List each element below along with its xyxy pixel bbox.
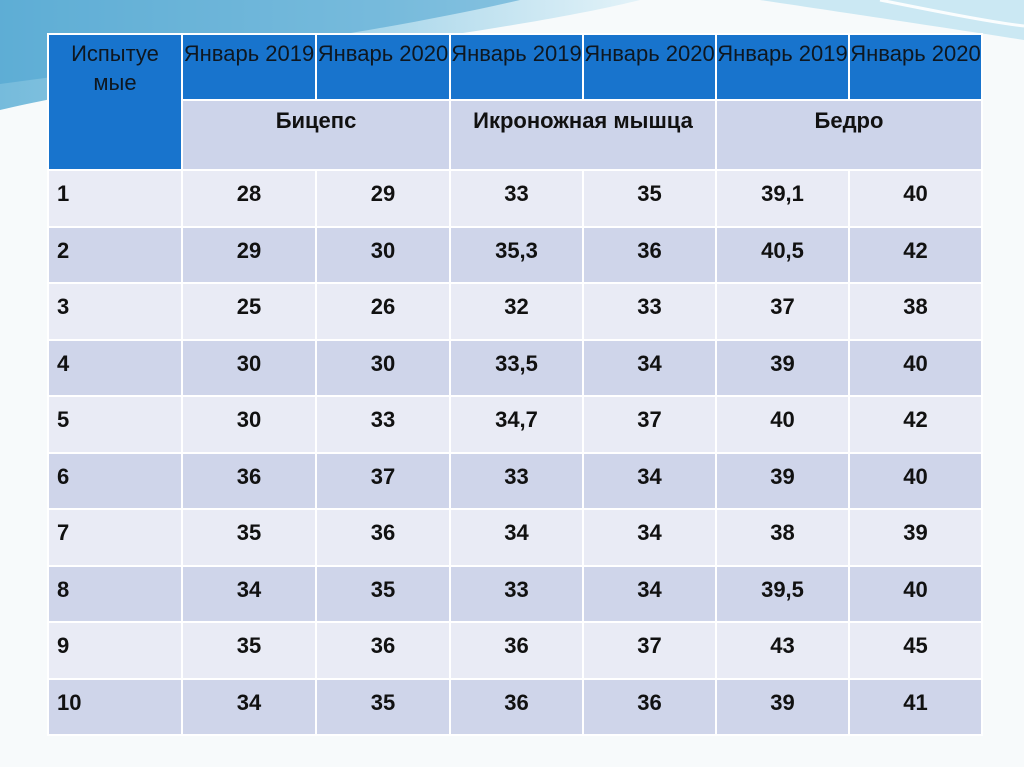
subject-id-cell: 4 bbox=[48, 340, 182, 397]
table-row bbox=[48, 283, 982, 340]
value-cell: 34 bbox=[450, 509, 583, 566]
table-row bbox=[48, 227, 982, 284]
month-header: Январь 2019 bbox=[450, 34, 583, 100]
value-cell: 29 bbox=[182, 227, 316, 284]
value-cell: 45 bbox=[849, 622, 982, 679]
value-cell: 34 bbox=[583, 340, 716, 397]
value-cell: 37 bbox=[583, 396, 716, 453]
value-cell: 40 bbox=[849, 340, 982, 397]
subject-id-cell: 2 bbox=[48, 227, 182, 284]
table-body bbox=[48, 170, 982, 735]
value-cell: 36 bbox=[450, 679, 583, 736]
subject-header: Испытуе мые bbox=[48, 34, 182, 170]
group-header-biceps: Бицепс bbox=[182, 100, 450, 170]
value-cell: 39 bbox=[716, 453, 849, 510]
value-cell: 28 bbox=[182, 170, 316, 227]
value-cell: 30 bbox=[182, 396, 316, 453]
value-cell: 30 bbox=[316, 227, 450, 284]
value-cell: 34 bbox=[583, 453, 716, 510]
value-cell: 36 bbox=[316, 622, 450, 679]
subject-id-cell: 6 bbox=[48, 453, 182, 510]
value-cell: 37 bbox=[583, 622, 716, 679]
value-cell: 30 bbox=[182, 340, 316, 397]
value-cell: 39,5 bbox=[716, 566, 849, 623]
value-cell: 25 bbox=[182, 283, 316, 340]
subject-id-cell: 5 bbox=[48, 396, 182, 453]
value-cell: 34 bbox=[182, 679, 316, 736]
value-cell: 42 bbox=[849, 396, 982, 453]
value-cell: 33 bbox=[583, 283, 716, 340]
value-cell: 39 bbox=[716, 340, 849, 397]
value-cell: 30 bbox=[316, 340, 450, 397]
table-row bbox=[48, 566, 982, 623]
value-cell: 33 bbox=[450, 566, 583, 623]
value-cell: 32 bbox=[450, 283, 583, 340]
value-cell: 41 bbox=[849, 679, 982, 736]
value-cell: 33 bbox=[316, 396, 450, 453]
value-cell: 39,1 bbox=[716, 170, 849, 227]
value-cell: 35 bbox=[182, 509, 316, 566]
table-row bbox=[48, 340, 982, 397]
table-row bbox=[48, 453, 982, 510]
value-cell: 40 bbox=[849, 170, 982, 227]
value-cell: 34 bbox=[583, 566, 716, 623]
month-header: Январь 2019 bbox=[716, 34, 849, 100]
subject-id-cell: 3 bbox=[48, 283, 182, 340]
value-cell: 37 bbox=[316, 453, 450, 510]
value-cell: 36 bbox=[450, 622, 583, 679]
value-cell: 37 bbox=[716, 283, 849, 340]
table-row bbox=[48, 509, 982, 566]
value-cell: 29 bbox=[316, 170, 450, 227]
value-cell: 34,7 bbox=[450, 396, 583, 453]
value-cell: 39 bbox=[716, 679, 849, 736]
value-cell: 39 bbox=[849, 509, 982, 566]
value-cell: 35 bbox=[583, 170, 716, 227]
month-header: Январь 2019 bbox=[182, 34, 316, 100]
group-header-calf: Икроножная мышца bbox=[450, 100, 716, 170]
header-row-groups bbox=[48, 100, 982, 170]
table-row bbox=[48, 170, 982, 227]
value-cell: 35 bbox=[316, 679, 450, 736]
month-header: Январь 2020 bbox=[583, 34, 716, 100]
value-cell: 34 bbox=[182, 566, 316, 623]
month-header: Январь 2020 bbox=[849, 34, 982, 100]
results-table-wrapper bbox=[47, 33, 983, 736]
value-cell: 36 bbox=[583, 679, 716, 736]
value-cell: 40 bbox=[716, 396, 849, 453]
value-cell: 36 bbox=[316, 509, 450, 566]
subject-id-cell: 8 bbox=[48, 566, 182, 623]
value-cell: 35 bbox=[182, 622, 316, 679]
value-cell: 36 bbox=[583, 227, 716, 284]
value-cell: 35,3 bbox=[450, 227, 583, 284]
value-cell: 42 bbox=[849, 227, 982, 284]
table-row bbox=[48, 622, 982, 679]
results-table bbox=[47, 33, 983, 736]
value-cell: 36 bbox=[182, 453, 316, 510]
group-header-thigh: Бедро bbox=[716, 100, 982, 170]
value-cell: 38 bbox=[716, 509, 849, 566]
value-cell: 33 bbox=[450, 170, 583, 227]
header-row-months bbox=[48, 34, 982, 100]
value-cell: 33,5 bbox=[450, 340, 583, 397]
subject-id-cell: 10 bbox=[48, 679, 182, 736]
subject-id-cell: 1 bbox=[48, 170, 182, 227]
value-cell: 33 bbox=[450, 453, 583, 510]
value-cell: 43 bbox=[716, 622, 849, 679]
value-cell: 38 bbox=[849, 283, 982, 340]
value-cell: 40 bbox=[849, 566, 982, 623]
value-cell: 26 bbox=[316, 283, 450, 340]
value-cell: 35 bbox=[316, 566, 450, 623]
month-header: Январь 2020 bbox=[316, 34, 450, 100]
value-cell: 40 bbox=[849, 453, 982, 510]
value-cell: 34 bbox=[583, 509, 716, 566]
table-row bbox=[48, 396, 982, 453]
value-cell: 40,5 bbox=[716, 227, 849, 284]
subject-id-cell: 9 bbox=[48, 622, 182, 679]
subject-id-cell: 7 bbox=[48, 509, 182, 566]
table-row bbox=[48, 679, 982, 736]
